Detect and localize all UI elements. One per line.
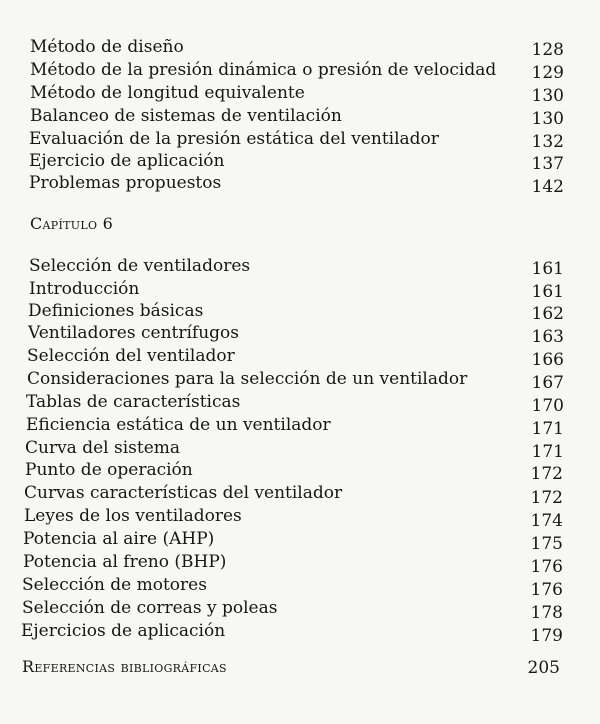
toc-entry-title: Método de diseño bbox=[30, 37, 184, 57]
toc-entry bbox=[0, 551, 600, 575]
toc-entry bbox=[0, 505, 600, 529]
toc-entry-title: Definiciones básicas bbox=[28, 301, 204, 321]
toc-entry-page: 170 bbox=[531, 396, 564, 416]
toc-entry bbox=[0, 391, 600, 415]
toc-entry-page: 130 bbox=[531, 86, 564, 106]
toc-entry-title: Selección de motores bbox=[22, 575, 207, 595]
toc-entry bbox=[0, 36, 600, 60]
toc-entry-title: Curvas características del ventilador bbox=[24, 483, 343, 503]
toc-entry-title: Ejercicio de aplicación bbox=[29, 151, 225, 171]
toc-entry bbox=[0, 255, 600, 279]
toc-entry-title: Problemas propuestos bbox=[29, 173, 222, 193]
toc-entry-page: 161 bbox=[531, 282, 564, 302]
toc-entry-title: Método de longitud equivalente bbox=[30, 83, 305, 103]
toc-entry-title: Tablas de características bbox=[26, 392, 241, 412]
toc-entry-page: 176 bbox=[530, 580, 563, 600]
toc-entry bbox=[0, 59, 600, 83]
toc-entry-page: 171 bbox=[531, 419, 564, 439]
toc-entry bbox=[0, 82, 600, 106]
toc-entry bbox=[0, 300, 600, 324]
toc-entry bbox=[0, 105, 600, 129]
toc-entry-page: 137 bbox=[531, 154, 564, 174]
toc-entry-title: Curva del sistema bbox=[25, 438, 181, 458]
toc-entry-title: Potencia al freno (BHP) bbox=[23, 552, 227, 572]
toc-entry-page: 172 bbox=[530, 488, 563, 508]
toc-entry-page: 142 bbox=[531, 177, 564, 197]
toc-entry-page: 178 bbox=[530, 603, 563, 623]
toc-entry-title: Introducción bbox=[29, 279, 140, 299]
toc-entry-title: Eficiencia estática de un ventilador bbox=[26, 415, 331, 435]
toc-entry bbox=[0, 345, 600, 369]
toc-entry bbox=[0, 574, 600, 598]
toc-entry-title: Leyes de los ventiladores bbox=[24, 506, 242, 526]
toc-entry bbox=[0, 368, 600, 392]
toc-entry bbox=[0, 459, 600, 483]
toc-entry-title: Ventiladores centrífugos bbox=[28, 323, 240, 343]
toc-entry-title: Selección del ventilador bbox=[27, 346, 235, 366]
toc-entry bbox=[0, 150, 600, 174]
toc-entry-title: Potencia al aire (AHP) bbox=[23, 529, 215, 549]
chapter-number: 6 bbox=[102, 214, 114, 233]
toc-entry bbox=[0, 322, 600, 346]
toc-entry-title: Balanceo de sistemas de ventilación bbox=[30, 106, 342, 126]
toc-entry-title: Consideraciones para la selección de un ventilador bbox=[27, 369, 468, 389]
toc-entry-page: 128 bbox=[531, 40, 564, 60]
toc-entry-page: 132 bbox=[531, 132, 564, 152]
toc-entry-page: 161 bbox=[531, 259, 564, 279]
toc-entry-page: 129 bbox=[531, 63, 564, 83]
toc-entry-title: Selección de correas y poleas bbox=[22, 598, 278, 618]
toc-entry-page: 167 bbox=[531, 373, 564, 393]
toc-entry-page: 179 bbox=[530, 626, 563, 646]
toc-entry-page: 176 bbox=[530, 557, 563, 577]
references-entry bbox=[0, 657, 600, 681]
toc-entry bbox=[0, 597, 600, 621]
toc-entry bbox=[0, 482, 600, 506]
toc-entry-page: 171 bbox=[531, 442, 564, 462]
toc-entry-page: 130 bbox=[531, 109, 564, 129]
toc-entry bbox=[0, 437, 600, 461]
toc-entry-title: Selección de ventiladores bbox=[29, 256, 251, 276]
toc-entry bbox=[0, 278, 600, 302]
toc-entry-title: Método de la presión dinámica o presión de velocidad bbox=[30, 60, 497, 80]
references-title: Referencias bibliográficas bbox=[22, 657, 227, 676]
toc-entry bbox=[0, 172, 600, 196]
chapter-heading bbox=[30, 214, 113, 233]
toc-entry bbox=[0, 414, 600, 438]
toc-entry-page: 175 bbox=[530, 534, 563, 554]
toc-entry-page: 172 bbox=[530, 464, 563, 484]
toc-entry-page: 166 bbox=[531, 350, 564, 370]
toc-entry-title: Ejercicios de aplicación bbox=[21, 621, 226, 641]
toc-entry bbox=[0, 128, 600, 152]
toc-entry-title: Evaluación de la presión estática del ventilador bbox=[29, 129, 439, 149]
toc-entry-page: 163 bbox=[531, 327, 564, 347]
toc-entry-page: 174 bbox=[530, 511, 563, 531]
toc-entry-page: 162 bbox=[531, 304, 564, 324]
toc-entry bbox=[0, 620, 600, 644]
toc-entry bbox=[0, 528, 600, 552]
references-page: 205 bbox=[527, 658, 560, 678]
chapter-label: Capítulo bbox=[30, 214, 98, 233]
toc-entry-title: Punto de operación bbox=[25, 460, 193, 480]
